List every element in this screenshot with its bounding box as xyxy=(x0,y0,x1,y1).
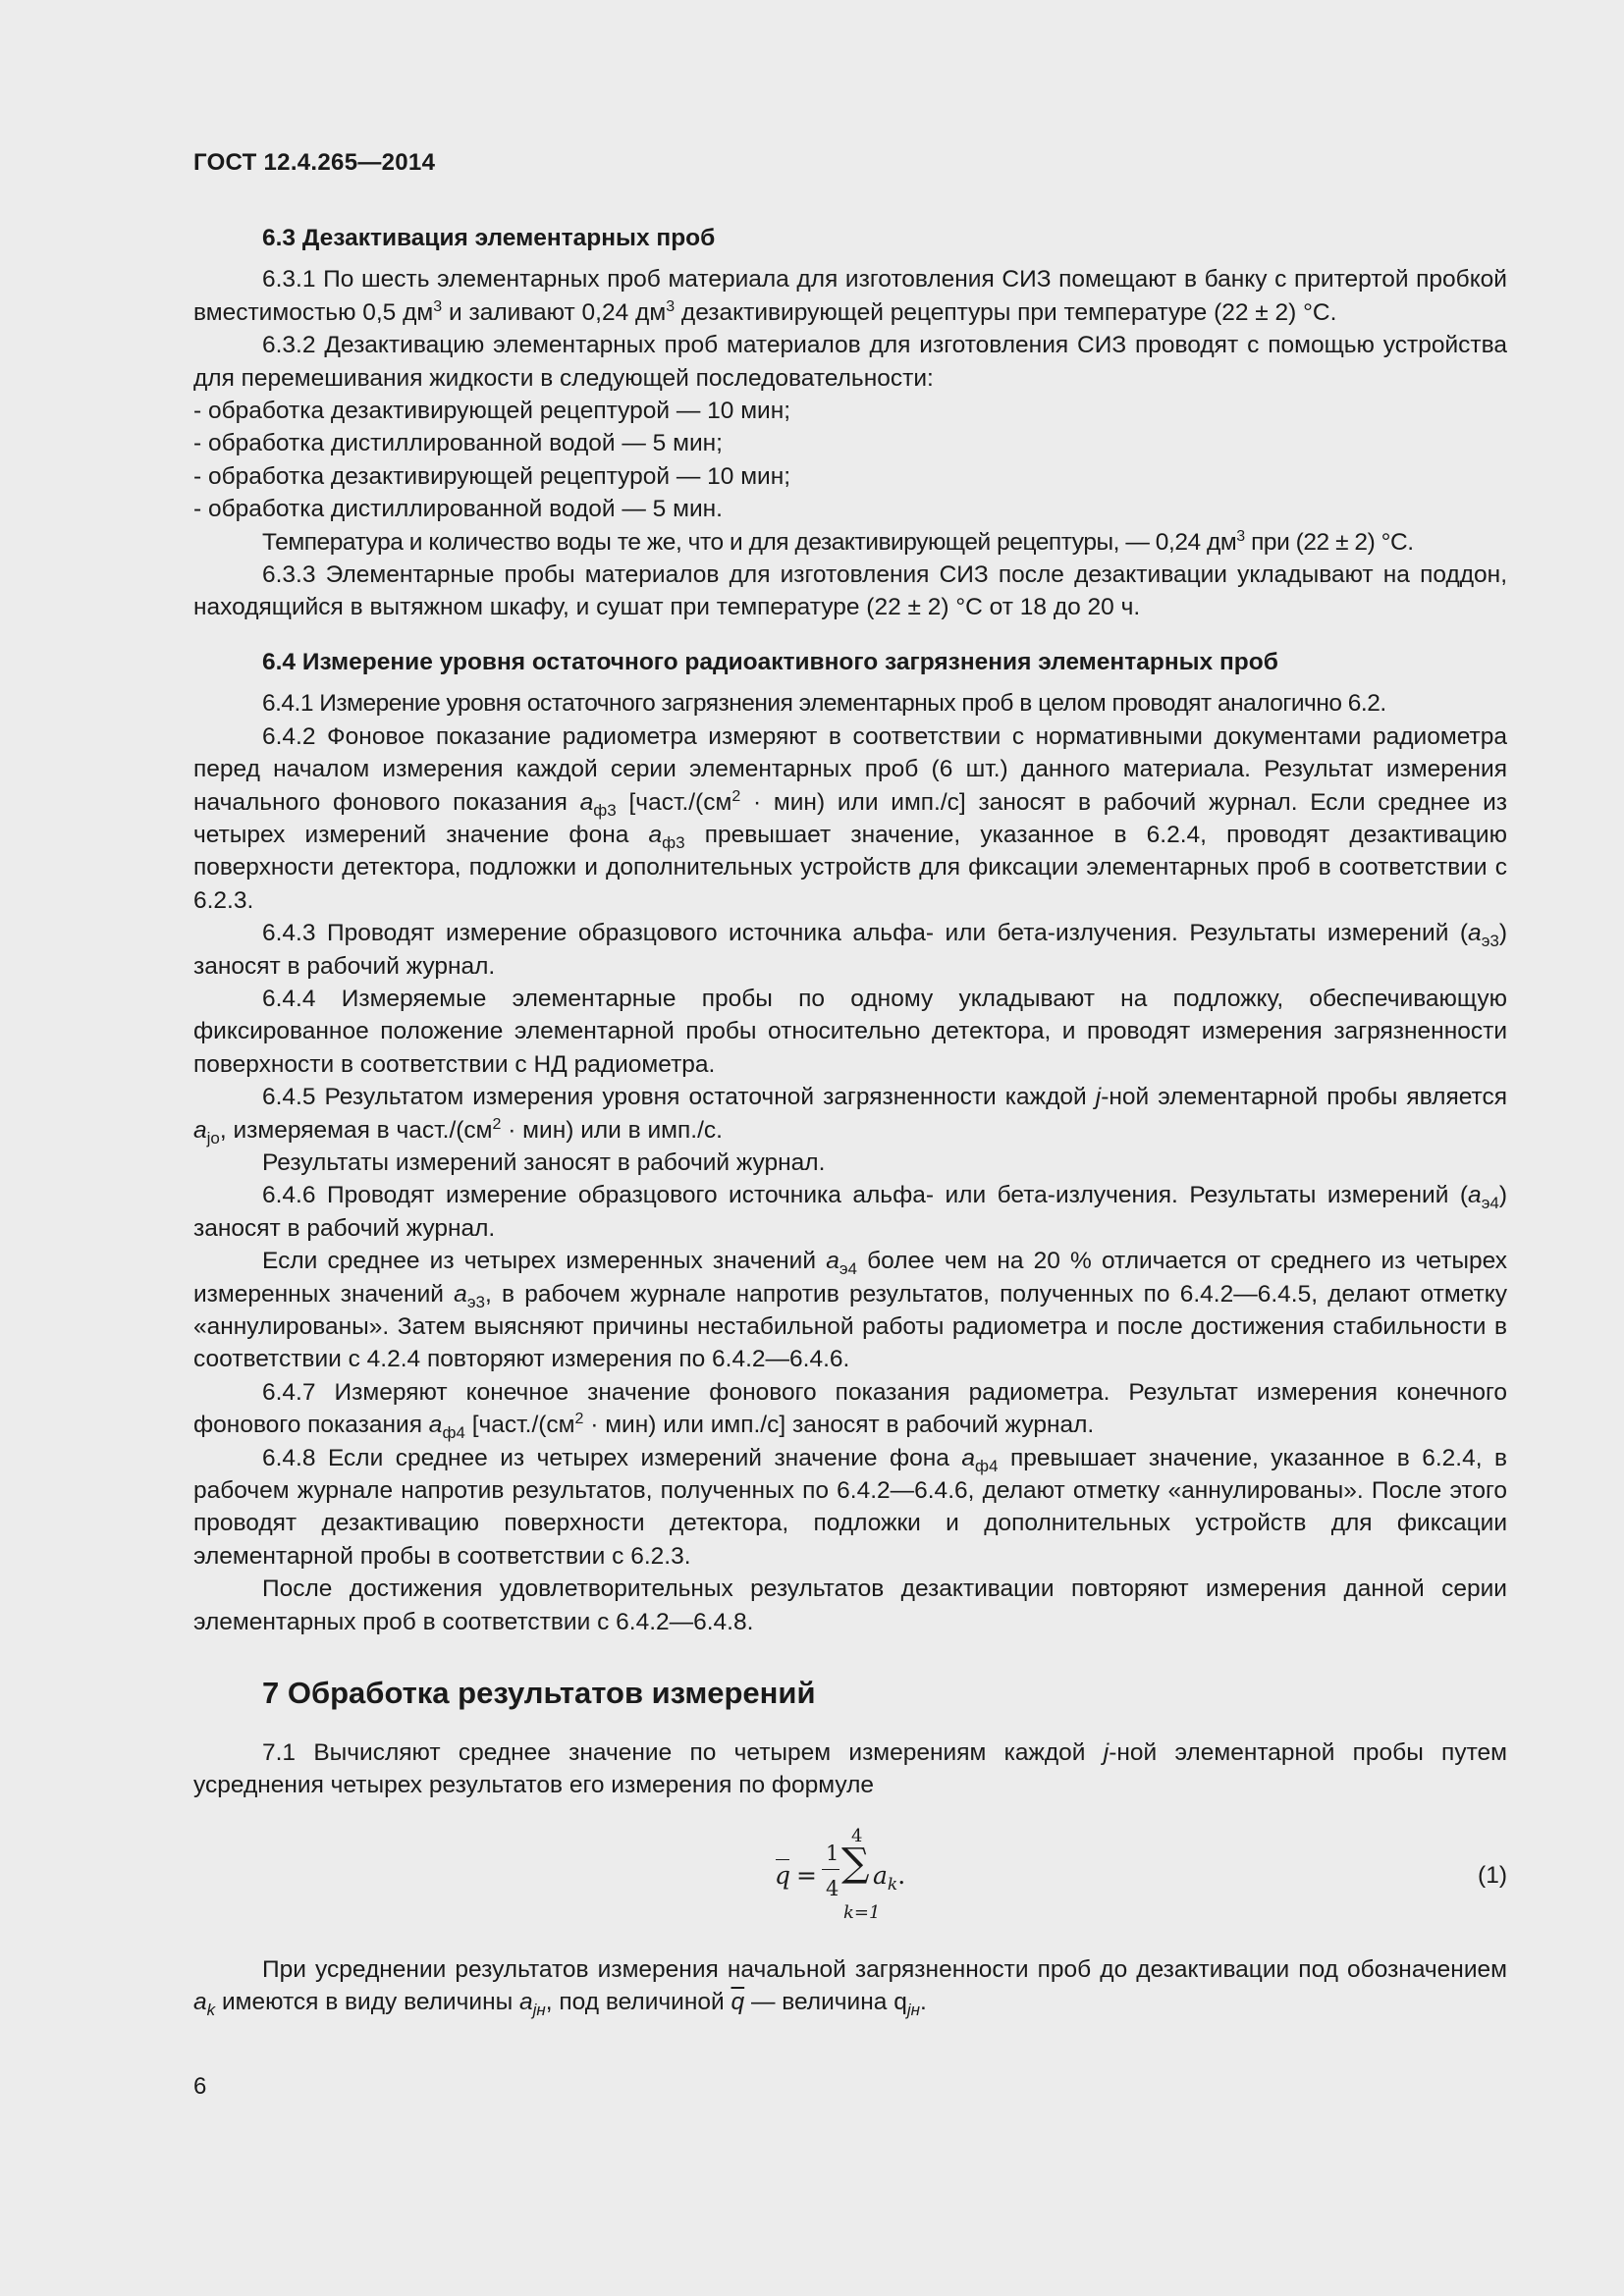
formula-term: $a_k$. xyxy=(873,1860,906,1895)
paragraph-6-4-8: 6.4.8 Если среднее из четырех измерений значение фона $a_{ф4}$ превышает значение, указанное в 6.2.4, в рабочем журнале напротив результатов, полученных по 6.4.2—6.4.6, делают отметку «аннулированы». После этого проводят дезактивацию поверхности детектора, подложки и дополнительных устройств для фиксации элементарной пробы в соответствии с 6.2.3. xyxy=(193,1444,1507,1570)
paragraph-6-4-2: 6.4.2 Фоновое показание радиометра измеряют в соответствии с нормативными документами радиометра перед началом измерения каждой серии элементарных проб (6 шт.) данного материала. Результат измерения начального фонового показания $a_{ф3}$ [$част./(см^2 \cdot мин)$ или имп./с] заносят в рабочий журнал. Если среднее из четырех измерений значение фона $a_{ф3}$ превышает значение, указанное в 6.2.4, проводят дезактивацию поверхности детектора, подложки и дополнительных устройств для фиксации элементарных проб в соответствии с 6.2.3. xyxy=(193,722,1507,914)
formula-lhs: q xyxy=(775,1860,791,1890)
list-item: - обработка дезактивирующей рецептурой — 10 мин; xyxy=(193,462,791,490)
formula-equals: = xyxy=(796,1860,817,1890)
paragraph-6-3-1: 6.3.1 По шесть элементарных проб материала для изготовления СИЗ помещают в банку с притертой пробкой вместимостью 0,5 $дм^3$ и заливают 0,24 $дм^3$ дезактивирующей рецептуры при температуре (22 ± 2) °С. xyxy=(193,266,1507,326)
paragraph-6-4-6-deviation: Если среднее из четырех измеренных значений $a_{э4}$ более чем на 20 % отличается от среднего из четырех измеренных значений $a_{э3}$, в рабочем журнале напротив результатов, полученных по 6.4.2—6.4.5, делают отметку «аннулированы». Затем выясняют причины нестабильной работы радиометра и после достижения стабильности в соответствии с 4.2.4 повторяют измерения по 6.4.2—6.4.6. xyxy=(193,1248,1507,1373)
list-item: - обработка дистиллированной водой — 5 мин. xyxy=(193,496,723,523)
paragraph-6-4-6: 6.4.6 Проводят измерение образцового источника альфа- или бета-излучения. Результаты измерений $(a_{э4})$ заносят в рабочий журнал. xyxy=(193,1182,1507,1242)
paragraph-6-4-5: 6.4.5 Результатом измерения уровня остаточной загрязненности каждой j-ной элементарной пробы является $a_{jо}$, измеряемая в $част./(см^2 \cdot мин)$ или в имп./с. xyxy=(193,1084,1507,1148)
document-code-header: ГОСТ 12.4.265—2014 xyxy=(193,149,436,176)
paragraph-6-3-3: 6.3.3 Элементарные пробы материалов для изготовления СИЗ после дезактивации укладывают на поддон, находящийся в вытяжном шкафу, и сушат при температуре (22 ± 2) °С от 18 до 20 ч. xyxy=(193,561,1507,621)
formula-fraction-bar xyxy=(822,1869,839,1870)
formula-number: (1) xyxy=(1478,1861,1507,1889)
page-number: 6 xyxy=(193,2073,207,2100)
formula-numerator: 1 xyxy=(826,1841,839,1865)
paragraph-6-4-4: 6.4.4 Измеряемые элементарные пробы по одному укладывают на подложку, обеспечивающую фиксированное положение элементарной пробы относительно детектора, и проводят измерения загрязненности поверхности в соответствии с НД радиометра. xyxy=(193,985,1507,1078)
sum-lower-limit: k=1 xyxy=(843,1901,881,1923)
formula-overline xyxy=(776,1859,789,1860)
document-body xyxy=(193,222,1507,2019)
paragraph-water-temperature: Температура и количество воды те же, что и для дезактивирующей рецептуры, — 0,24 $дм^3$ при (22 ± 2) °С. xyxy=(262,527,1414,556)
list-item: - обработка дезактивирующей рецептурой — 10 мин; xyxy=(193,398,791,425)
formula-denominator: 4 xyxy=(826,1876,839,1900)
paragraph-6-4-1: 6.4.1 Измерение уровня остаточного загрязнения элементарных проб в целом проводят аналогично 6.2. xyxy=(262,690,1386,718)
sum-symbol: ∑ xyxy=(841,1840,870,1886)
formula-expression xyxy=(775,1816,951,1938)
paragraph-6-3-2: 6.3.2 Дезактивацию элементарных проб материалов для изготовления СИЗ проводят с помощью устройства для перемешивания жидкости в следующей последовательности: xyxy=(193,332,1507,392)
section-6-3-heading: 6.3 Дезактивация элементарных проб xyxy=(262,225,716,251)
section-6-4-heading: 6.4 Измерение уровня остаточного радиоактивного загрязнения элементарных проб xyxy=(262,648,1278,675)
formula-1 xyxy=(193,1816,1507,1938)
paragraph-repeat-measurements: После достижения удовлетворительных результатов дезактивации повторяют измерения данной серии элементарных проб в соответствии с 6.4.2—6.4.8. xyxy=(193,1575,1507,1635)
paragraph-results-journal: Результаты измерений заносят в рабочий журнал. xyxy=(262,1148,826,1176)
paragraph-7-1: 7.1 Вычисляют среднее значение по четырем измерениям каждой j-ной элементарной пробы путем усреднения четырех результатов его измерения по формуле xyxy=(193,1739,1507,1799)
list-item: - обработка дистиллированной водой — 5 мин; xyxy=(193,430,723,457)
sum-upper-limit: 4 xyxy=(851,1825,863,1846)
paragraph-averaging-note: При усреднении результатов измерения начальной загрязненности проб до дезактивации под обозначением $a_k$ имеются в виду величины $a_{jн}$, под величиной $\overline{q}$ — величина $q_{jн}$. xyxy=(193,1955,1507,2020)
paragraph-6-4-7: 6.4.7 Измеряют конечное значение фонового показания радиометра. Результат измерения конечного фонового показания $a_{ф4}$ [$част./(см^2 \cdot мин)$ или имп./с] заносят в рабочий журнал. xyxy=(193,1378,1507,1443)
paragraph-6-4-3: 6.4.3 Проводят измерение образцового источника альфа- или бета-излучения. Результаты измерений $(a_{э3})$ заносят в рабочий журнал. xyxy=(193,920,1507,980)
section-7-heading: 7 Обработка результатов измерений xyxy=(262,1676,816,1711)
